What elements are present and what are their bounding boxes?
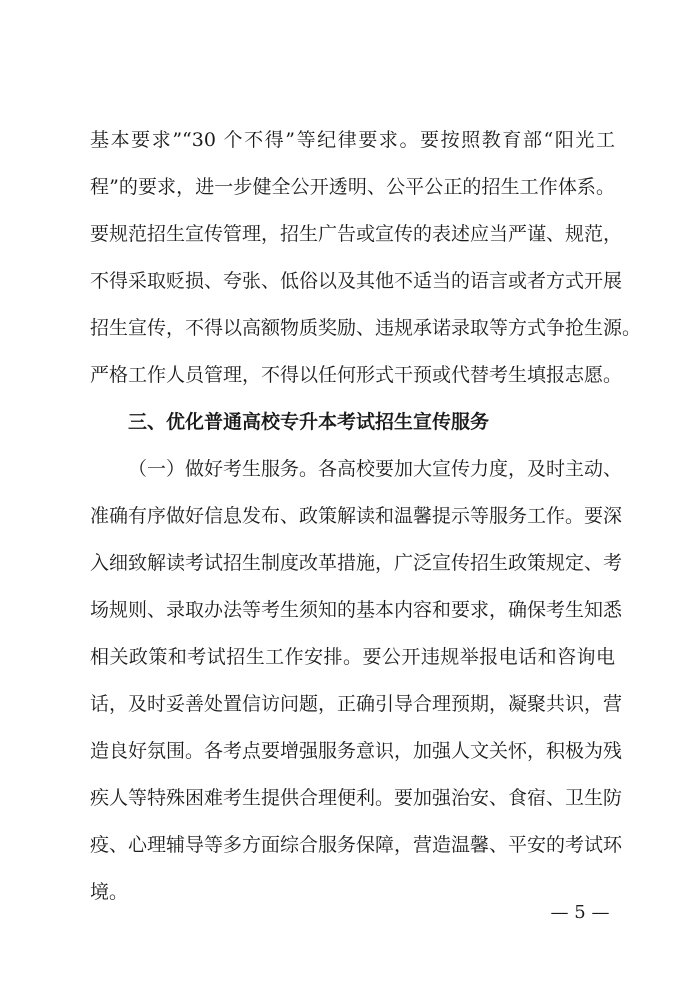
- text-line: （一）做好考生服务。各高校要加大宣传力度，及时主动、: [128, 458, 623, 480]
- text-line: 准确有序做好信息发布、政策解读和温馨提示等服务工作。要深: [90, 505, 623, 527]
- text-line: 场规则、录取办法等考生须知的基本内容和要求，确保考生知悉: [90, 599, 623, 621]
- text-line: 入细致解读考试招生制度改革措施，广泛宣传招生政策规定、考: [90, 552, 623, 574]
- text-line: 相关政策和考试招生工作安排。要公开违规举报电话和咨询电: [90, 646, 615, 668]
- text-line: 疫、心理辅导等多方面综合服务保障，营造温馨、平安的考试环: [90, 834, 623, 856]
- text-line: 招生宣传，不得以高额物质奖励、违规承诺录取等方式争抢生源。: [90, 317, 642, 339]
- text-line: 严格工作人员管理，不得以任何形式干预或代替考生填报志愿。: [90, 364, 623, 386]
- page-number: — 5 —: [550, 902, 610, 923]
- text-line: 造良好氛围。各考点要增强服务意识，加强人文关怀，积极为残: [90, 740, 623, 762]
- text-line: 基本要求”“30 个不得”等纪律要求。要按照教育部“阳光工: [90, 129, 615, 151]
- text-line: 不得采取贬损、夸张、低俗以及其他不适当的语言或者方式开展: [90, 270, 623, 292]
- text-line: 境。: [90, 881, 129, 903]
- section-heading: 三、优化普通高校专升本考试招生宣传服务: [128, 411, 490, 433]
- text-line: 疾人等特殊困难考生提供合理便利。要加强治安、食宿、卫生防: [90, 787, 623, 809]
- text-line: 程”的要求，进一步健全公开透明、公平公正的招生工作体系。: [90, 176, 615, 198]
- text-line: 话，及时妥善处置信访问题，正确引导合理预期，凝聚共识，营: [90, 693, 623, 715]
- text-line: 要规范招生宣传管理，招生广告或宣传的表述应当严谨、规范，: [90, 223, 623, 245]
